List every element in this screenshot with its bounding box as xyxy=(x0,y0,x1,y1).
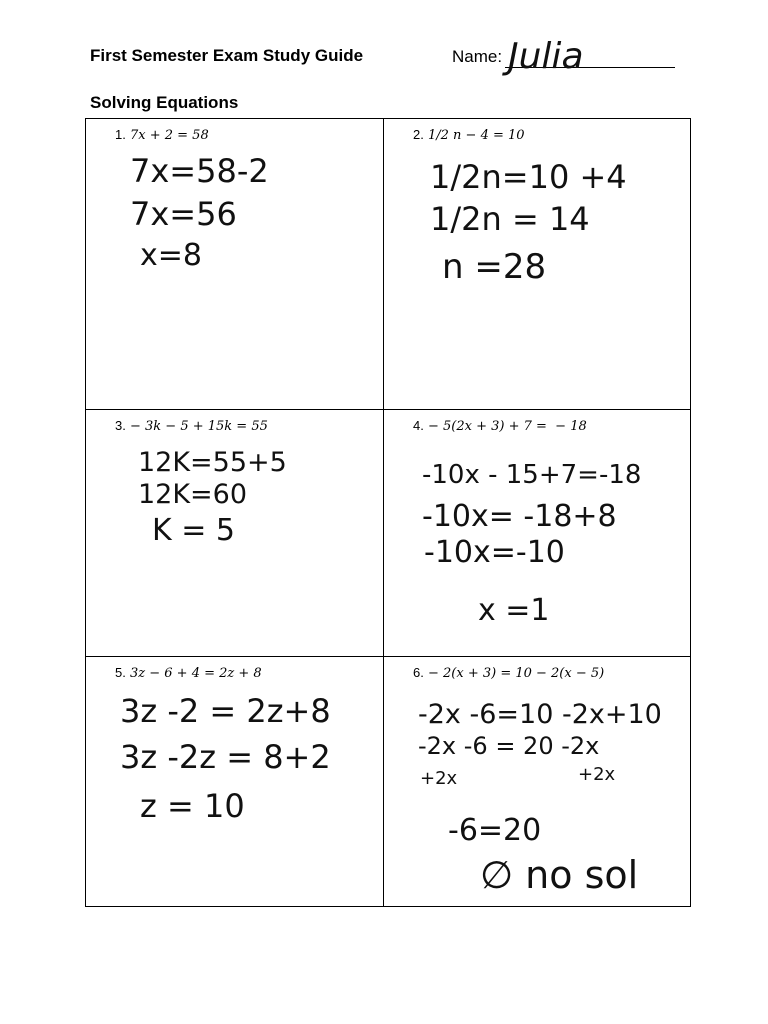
problem-1-step-1: 7x=58-2 xyxy=(130,152,269,190)
problem-6-note-left: +2x xyxy=(420,768,458,789)
problem-5-step-1: 3z -2 = 2z+8 xyxy=(120,692,331,730)
problem-1-number: 1. xyxy=(115,127,126,142)
problem-6-note-right: +2x xyxy=(578,764,616,785)
problem-2-work xyxy=(430,150,680,290)
problem-6-number: 6. xyxy=(413,665,424,680)
student-name: Julia xyxy=(508,36,584,77)
problem-4-step-1: -10x - 15+7=-18 xyxy=(422,460,642,490)
problem-5-step-2: 3z -2z = 8+2 xyxy=(120,738,331,776)
problem-5-prompt xyxy=(115,665,262,681)
problem-5-equation: 3z − 6 + 4 = 2z + 8 xyxy=(129,666,262,681)
problem-1-equation: 7x + 2 = 58 xyxy=(129,128,209,143)
problem-3-work xyxy=(138,440,368,560)
problem-1-step-2: 7x=56 xyxy=(130,195,237,233)
problem-1-step-3: x=8 xyxy=(140,238,202,273)
problem-6-conclusion: ∅ no sol xyxy=(480,853,639,897)
problem-1-work xyxy=(130,145,370,275)
problem-4-number: 4. xyxy=(413,418,424,433)
problem-3-step-3: K = 5 xyxy=(152,513,235,548)
problem-3-step-1: 12K=55+5 xyxy=(138,447,287,478)
problem-5-step-3: z = 10 xyxy=(140,787,245,825)
problem-1-prompt xyxy=(115,127,209,143)
problem-2-equation: 1/2 n − 4 = 10 xyxy=(427,128,525,143)
problem-2-number: 2. xyxy=(413,127,424,142)
document-title: First Semester Exam Study Guide xyxy=(90,46,364,65)
problem-4-work xyxy=(422,450,682,630)
problem-6-step-3: -6=20 xyxy=(448,813,542,848)
problem-2-step-3: n =28 xyxy=(442,247,547,287)
problem-4-prompt xyxy=(413,418,587,434)
problem-4-equation: − 5(2x + 3) + 7 = − 18 xyxy=(427,419,587,434)
problem-4-step-2: -10x= -18+8 xyxy=(422,499,617,534)
problem-4-step-3: -10x=-10 xyxy=(424,535,565,570)
problem-5-work xyxy=(120,685,370,835)
grid-divider-row-1 xyxy=(85,409,691,410)
problem-3-equation: − 3k − 5 + 15k = 55 xyxy=(129,419,268,434)
problem-2-step-2: 1/2n = 14 xyxy=(430,200,590,238)
student-name-handwriting xyxy=(506,30,596,75)
problem-3-step-2: 12K=60 xyxy=(138,479,248,510)
grid-divider-row-2 xyxy=(85,656,691,657)
name-label: Name: xyxy=(452,47,503,66)
problem-6-step-1: -2x -6=10 -2x+10 xyxy=(418,699,662,730)
problem-6-equation: − 2(x + 3) = 10 − 2(x − 5) xyxy=(427,666,605,681)
problem-2-step-1: 1/2n=10 +4 xyxy=(430,158,627,196)
problem-3-prompt xyxy=(115,418,268,434)
problem-4-step-4: x =1 xyxy=(478,593,550,628)
problem-6-work xyxy=(418,690,688,905)
problem-3-number: 3. xyxy=(115,418,126,433)
problem-5-number: 5. xyxy=(115,665,126,680)
section-title: Solving Equations xyxy=(90,93,239,112)
grid-divider-vertical xyxy=(383,118,384,907)
problem-2-prompt xyxy=(413,127,525,143)
problem-6-step-2: -2x -6 = 20 -2x xyxy=(418,732,600,760)
problem-6-prompt xyxy=(413,665,604,681)
